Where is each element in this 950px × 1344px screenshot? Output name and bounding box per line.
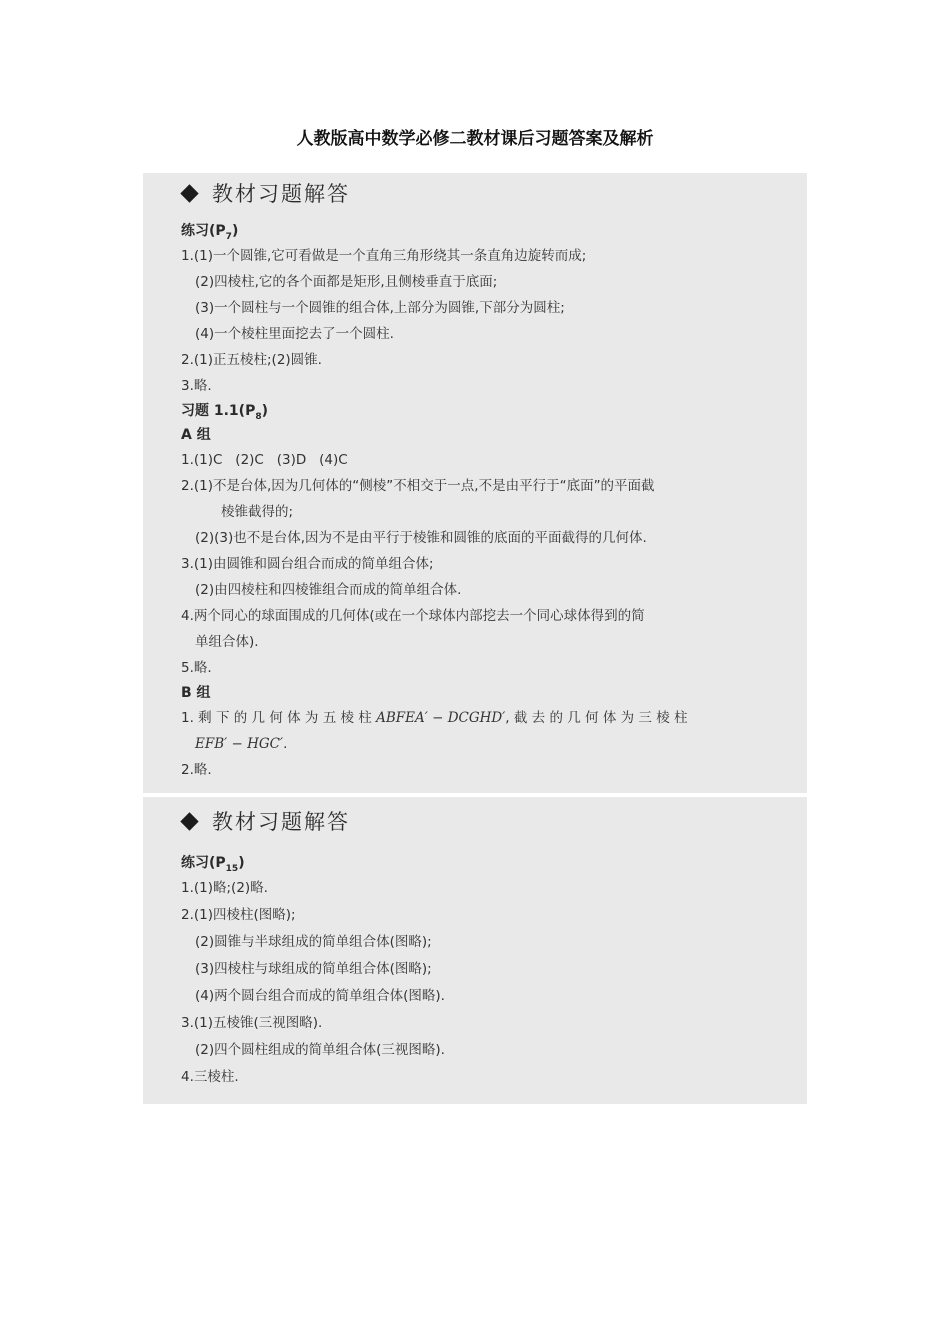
answer-line: 2.略.: [181, 762, 212, 778]
answer-line: (2)圆锥与半球组成的简单组合体(图略);: [195, 934, 432, 950]
panel-title: 教材习题解答: [212, 810, 350, 834]
panel-header: [181, 173, 807, 213]
answer-line: 5.略.: [181, 660, 212, 676]
document-title: 人教版高中数学必修二教材课后习题答案及解析: [296, 129, 654, 149]
panel-title: 教材习题解答: [212, 182, 350, 206]
answer-line: 3.(1)五棱锥(三视图略).: [181, 1015, 323, 1031]
panel-header: [181, 801, 807, 841]
practice-label: 练习$(P_{15})$: [181, 855, 245, 874]
answer-line: (2)四棱柱,它的各个面都是矩形,且侧棱垂直于底面;: [195, 274, 498, 290]
answer-line: 2.(1)四棱柱(图略);: [181, 907, 296, 923]
answer-line: (2)四个圆柱组成的简单组合体(三视图略).: [195, 1042, 445, 1058]
answer-line: 1.(1)一个圆锥,它可看做是一个直角三角形绕其一条直角边旋转而成;: [181, 248, 587, 264]
answer-line: (4)一个棱柱里面挖去了一个圆柱.: [195, 326, 394, 342]
answer-panel-1: [143, 173, 807, 793]
answer-line: 棱锥截得的;: [221, 504, 294, 520]
answer-line: (3)四棱柱与球组成的简单组合体(图略);: [195, 961, 432, 977]
diamond-bullet-icon: [180, 812, 198, 830]
answer-line: 2.(1)正五棱柱;(2)圆锥.: [181, 352, 322, 368]
practice-label: 练习$(P_7)$: [181, 223, 239, 242]
answer-line: EFB′ − HGC′.: [195, 736, 288, 752]
answer-line: (2)由四棱柱和四棱锥组合而成的简单组合体.: [195, 582, 462, 598]
answer-line: 2.(1)不是台体,因为几何体的“侧棱”不相交于一点,不是由平行于“底面”的平面截: [181, 478, 655, 494]
answer-line: (4)两个圆台组合而成的简单组合体(图略).: [195, 988, 445, 1004]
answer-line: 4.三棱柱.: [181, 1069, 239, 1085]
answer-line: 1. 剩 下 的 几 何 体 为 五 棱 柱 ABFEA′ − DCGHD′, 截 去 的 几 何 体 为 三 棱 柱: [181, 710, 688, 726]
exercise-label: 习题 $1.1(P_8)$: [181, 403, 269, 422]
group-b-label: B 组: [181, 685, 211, 701]
answer-line: 3.略.: [181, 378, 212, 394]
answer-line: 1.(1)C (2)C (3)D (4)C: [181, 452, 348, 468]
answer-line: 3.(1)由圆锥和圆台组合而成的简单组合体;: [181, 556, 434, 572]
answer-line: 1.(1)略;(2)略.: [181, 880, 268, 896]
answer-line: (2)(3)也不是台体,因为不是由平行于棱锥和圆锥的底面的平面截得的几何体.: [195, 530, 647, 546]
answer-line: 4.两个同心的球面围成的几何体(或在一个球体内部挖去一个同心球体得到的简: [181, 608, 645, 624]
group-a-label: A 组: [181, 427, 211, 443]
answer-line: (3)一个圆柱与一个圆锥的组合体,上部分为圆锥,下部分为圆柱;: [195, 300, 565, 316]
answer-line: 单组合体).: [195, 634, 259, 650]
answer-panel-2: [143, 797, 807, 1104]
diamond-bullet-icon: [180, 184, 198, 202]
